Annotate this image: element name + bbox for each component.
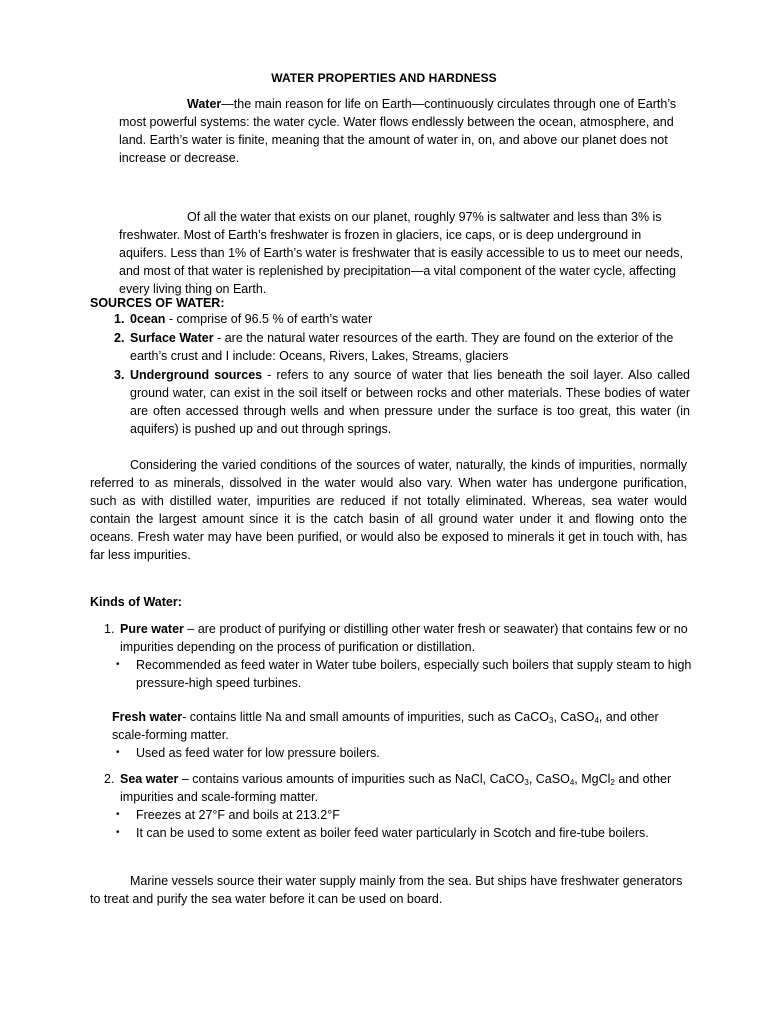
sea-water-bullets (104, 806, 694, 842)
sources-heading: SOURCES OF WATER: (90, 296, 225, 310)
intro-paragraph-2 (119, 208, 689, 298)
bullet-icon: • (116, 659, 120, 670)
intro-paragraph-1 (119, 95, 689, 167)
considering-text: Considering the varied conditions of the sources of water, naturally, the kinds of impurities, normally referred to as minerals, dissolved in the water would also vary. When water has undergone purification, such as with distilled water, impurities are reduced if not totally eliminated. Whereas, sea water would contain the largest amount since it is the catch basin of all ground water under it and flowing onto the oceans. Fresh water may have been purified, or would also be exposed to minerals it get in touch with, has far less impurities. (90, 458, 687, 562)
list-item: • Freezes at 27°F and boils at 213.2°F (116, 808, 340, 822)
list-number: 3. (114, 368, 125, 382)
kind-pure-water (104, 620, 694, 692)
kind-sea-water (104, 770, 694, 842)
intro-paragraph-2-text: Of all the water that exists on our planet, roughly 97% is saltwater and less than 3% is freshwater. Most of Earth’s freshwater is frozen in glaciers, ice caps, or is deep underground in aquifers. Less than 1% of Earth’s water is freshwater that is easily accessible to us to meet our needs, and most of that water is replenished by precipitation—a vital component of the water cycle, affecting every living thing on Earth. (119, 210, 683, 296)
source-text: - refers to any source of water that lies beneath the soil layer. Also called ground water, can exist in the soil itself or between rocks and other materials. These bodies of water are often accessed through wells and when pressure under the surface is too great, this water (in aquifers) is pushed up and out through springs. (130, 368, 690, 436)
sea-water-term: Sea water (120, 772, 179, 786)
list-number: 2. (114, 331, 125, 345)
source-item-ocean (90, 310, 690, 328)
list-number: 2. (104, 772, 115, 786)
page-title: WATER PROPERTIES AND HARDNESS (271, 71, 497, 85)
source-term: Underground sources (130, 368, 263, 382)
pure-water-item (104, 620, 694, 656)
sources-list (90, 310, 690, 439)
sea-water-item: 2. Sea water – contains various amounts of impurities such as NaCl, CaCO$_3$, CaSO$_4$, MgCl$_2$ and other impurities and scale-forming matter. (104, 772, 672, 804)
bullet-icon: • (116, 809, 120, 820)
kinds-heading: Kinds of Water: (90, 595, 182, 609)
source-item-surface-water (90, 329, 690, 365)
list-item: • Recommended as feed water in Water tube boilers, especially such boilers that supply steam to high pressure-high speed turbines. (116, 658, 692, 690)
bullet-icon: • (116, 747, 120, 758)
source-term: Surface Water (130, 331, 214, 345)
list-item: • Used as feed water for low pressure boilers. (116, 746, 380, 760)
fresh-water-item: Fresh water- contains little Na and small amounts of impurities, such as CaCO$_3$, CaSO$_4$, and other scale-forming matter. (112, 710, 659, 742)
source-term: 0cean (130, 312, 166, 326)
pure-water-term: Pure water (120, 622, 184, 636)
marine-paragraph (90, 872, 690, 908)
list-number: 1. (104, 622, 115, 636)
intro-paragraph-1-text: —the main reason for life on Earth—continuously circulates through one of Earth’s most powerful systems: the water cycle. Water flows endlessly between the ocean, atmosphere, and land. Earth’s water is finite, meaning that the amount of water in, on, and above our planet does not increase or decrease. (119, 97, 677, 165)
pure-water-bullets (104, 656, 694, 692)
fresh-water-bullets (112, 744, 692, 762)
bullet-icon: • (116, 827, 120, 838)
list-number: 1. (114, 312, 125, 326)
source-text: - are the natural water resources of the earth. They are found on the exterior of the earth’s crust and I include: Oceans, Rivers, Lakes, Streams, glaciers (130, 331, 674, 363)
source-item-underground (90, 366, 690, 438)
source-text: - comprise of 96.5 % of earth’s water (165, 312, 373, 326)
pure-water-text: – are product of purifying or distilling other water fresh or seawater) that contains few or no impurities depending on the process of purification or distillation. (120, 622, 688, 654)
considering-paragraph (90, 456, 687, 564)
intro-lead-term: Water (187, 97, 222, 111)
fresh-water-term: Fresh water (112, 710, 183, 724)
kind-fresh-water (112, 708, 692, 762)
list-item: • It can be used to some extent as boiler feed water particularly in Scotch and fire-tube boilers. (116, 826, 649, 840)
marine-text: Marine vessels source their water supply mainly from the sea. But ships have freshwater generators to treat and purify the sea water before it can be used on board. (90, 874, 683, 906)
